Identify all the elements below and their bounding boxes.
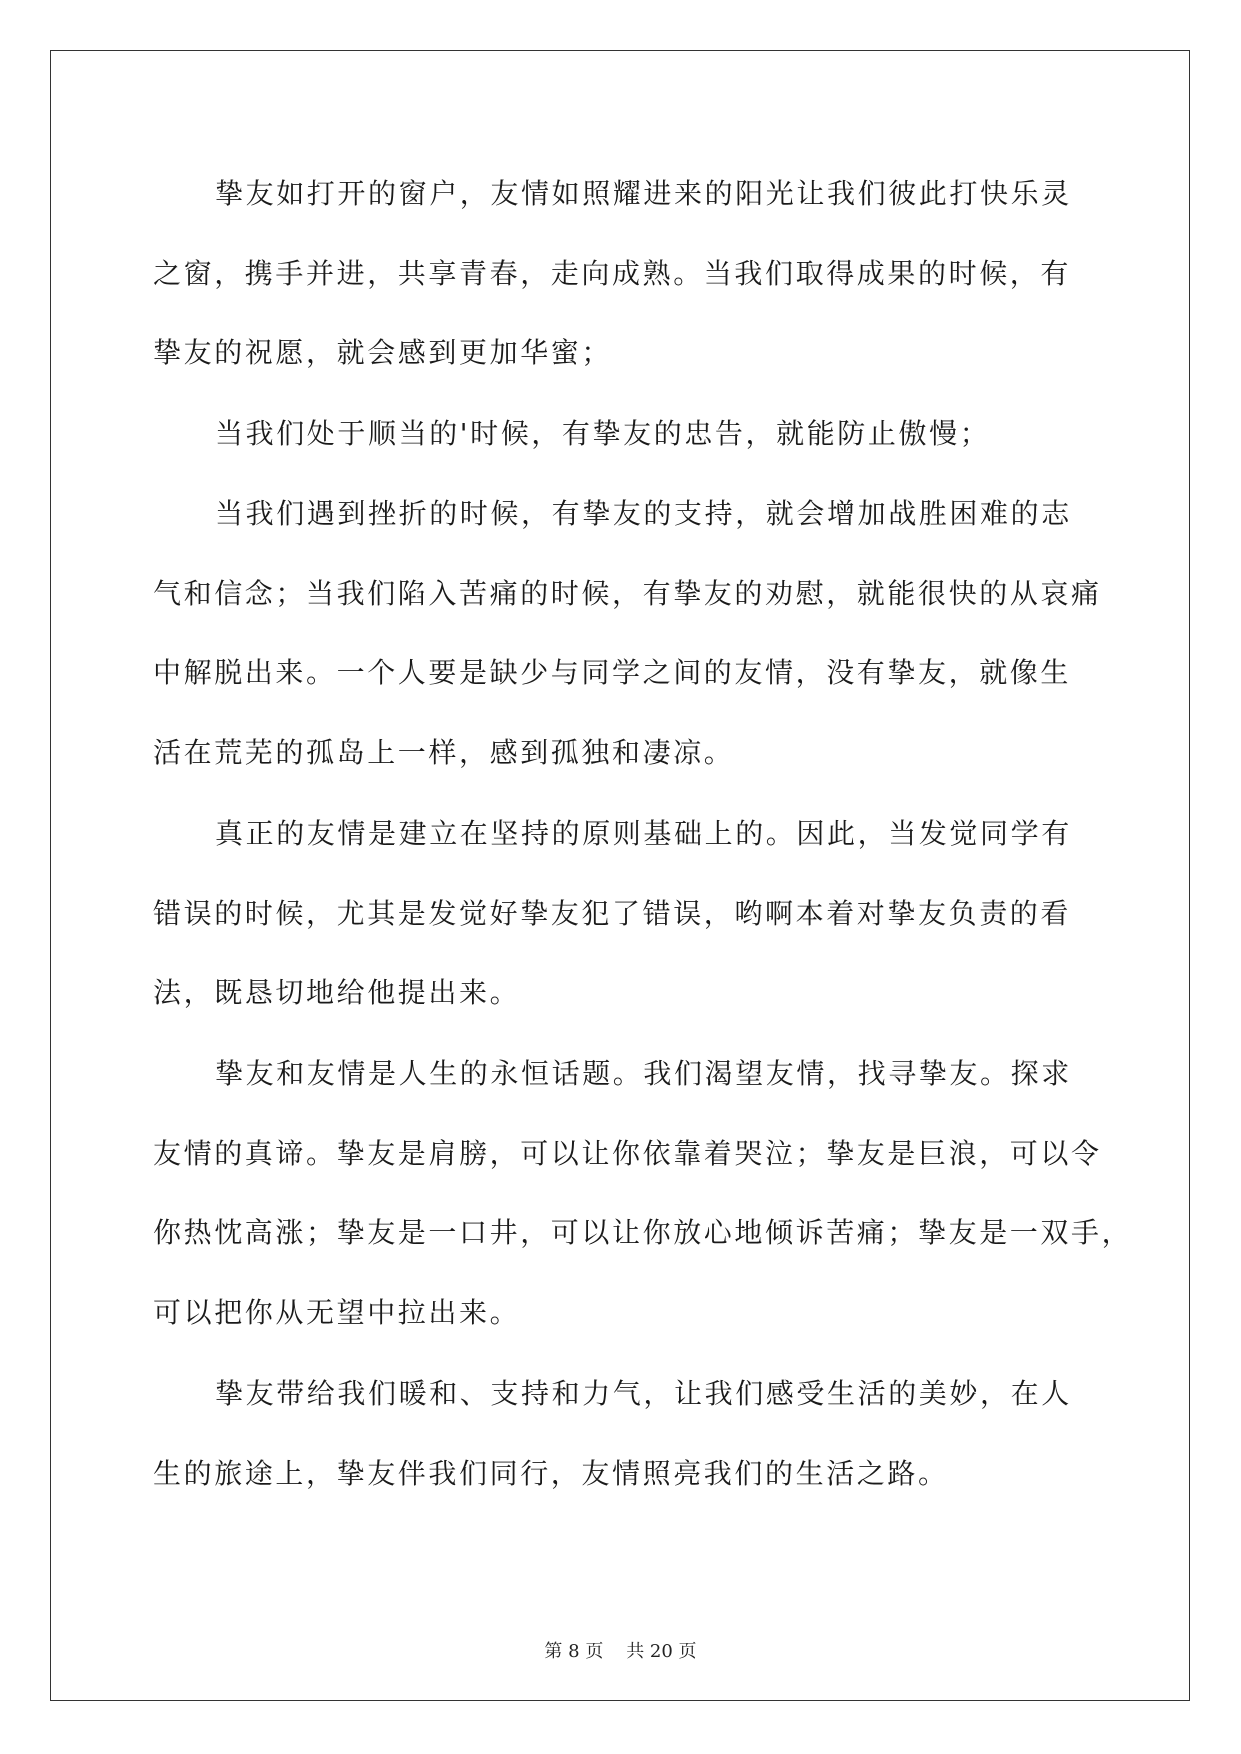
paragraph-1-line-3: 挚友的祝愿，就会感到更加华蜜； — [153, 336, 613, 369]
paragraph-2-line-1: 当我们处于顺当的'时候，有挚友的忠告，就能防止傲慢； — [215, 417, 991, 450]
paragraph-6-line-2: 生的旅途上，挚友伴我们同行，友情照亮我们的生活之路。 — [153, 1457, 949, 1490]
paragraph-5-line-1: 挚友和友情是人生的永恒话题。我们渴望友情，找寻挚友。探求 — [215, 1057, 1072, 1090]
paragraph-3-line-4: 活在荒芜的孤岛上一样，感到孤独和凄凉。 — [153, 736, 735, 769]
paragraph-3-line-1: 当我们遇到挫折的时候，有挚友的支持，就会增加战胜困难的志 — [215, 497, 1072, 530]
paragraph-6-line-1: 挚友带给我们暖和、支持和力气，让我们感受生活的美妙，在人 — [215, 1377, 1072, 1410]
paragraph-4-line-3: 法，既恳切地给他提出来。 — [153, 976, 521, 1009]
paragraph-4-line-2: 错误的时候，尤其是发觉好挚友犯了错误，哟啊本着对挚友负责的看 — [153, 897, 1072, 930]
paragraph-4-line-1: 真正的友情是建立在坚持的原则基础上的。因此，当发觉同学有 — [215, 817, 1072, 850]
paragraph-3-line-2: 气和信念；当我们陷入苦痛的时候，有挚友的劝慰，就能很快的从哀痛 — [153, 577, 1102, 610]
paragraph-3-line-3: 中解脱出来。一个人要是缺少与同学之间的友情，没有挚友，就像生 — [153, 656, 1072, 689]
paragraph-5-line-4: 可以把你从无望中拉出来。 — [153, 1296, 521, 1329]
page-number-footer: 第 8 页 共 20 页 — [544, 1641, 697, 1662]
paragraph-1-line-2: 之窗，携手并进，共享青春，走向成熟。当我们取得成果的时候，有 — [153, 257, 1072, 290]
paragraph-5-line-2: 友情的真谛。挚友是肩膀，可以让你依靠着哭泣；挚友是巨浪，可以令 — [153, 1137, 1102, 1170]
paragraph-5-line-3: 你热忱高涨；挚友是一口井，可以让你放心地倾诉苦痛；挚友是一双手， — [153, 1216, 1133, 1249]
paragraph-1-line-1: 挚友如打开的窗户，友情如照耀进来的阳光让我们彼此打快乐灵 — [215, 177, 1072, 210]
